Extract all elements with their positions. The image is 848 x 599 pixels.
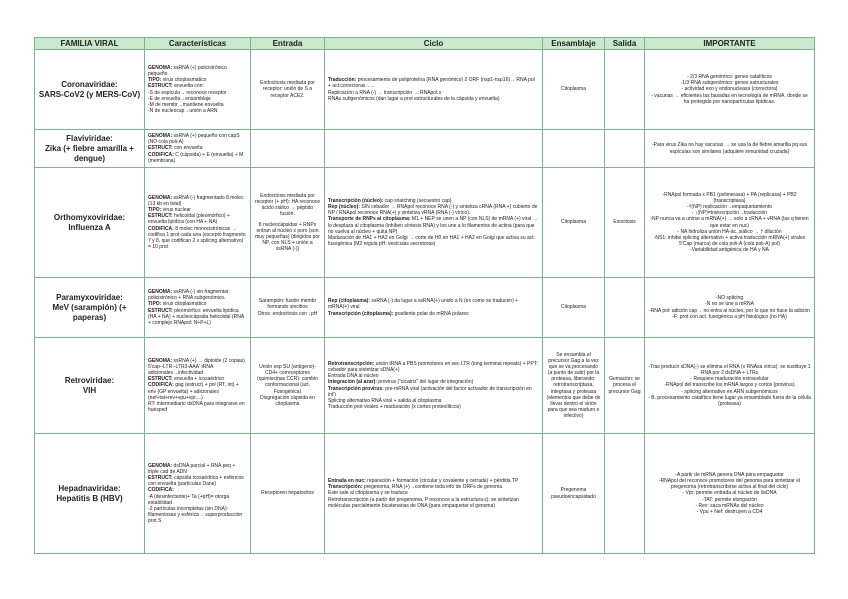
importante-line: -Variabilidad antigénica de HA y NA (690, 246, 769, 253)
ensamblaje-cell: Citoplasma (543, 278, 605, 338)
caracteristica-label: ESTRUCT: (148, 83, 173, 90)
familia-cell (35, 130, 145, 168)
salida-cell (605, 278, 645, 338)
salida-cell (605, 50, 645, 130)
caracteristica-line: -S de espícula→ reconoce receptor (148, 89, 227, 96)
caracteristica-label: ESTRUCT: (148, 145, 173, 152)
ciclo-label: Integración (al azar): (328, 379, 377, 386)
familia-name: VIH (82, 385, 97, 395)
ciclo-label: Retrotranscripción: (328, 361, 375, 368)
entrada-cell (251, 168, 325, 278)
table-row (35, 338, 815, 434)
entrada-line: Unión esp SU (antígeno)-CD4+ correceptores (quimiocinas CCR): cambio conformacional (act. Fusogénica) (257, 364, 318, 395)
caracteristicas-cell (145, 130, 251, 168)
caracteristica-line: -A (desinfectante)+ Ta (+pH)= otorga estabilidad (148, 493, 230, 506)
caracteristica-line: RT: intermediario dsDNA para integrarse en huésped (148, 400, 245, 413)
familia-cell (35, 278, 145, 338)
importante-line: -NS1: inhibe splicing alternativo + activa traducción mRNA(+) virales (653, 234, 806, 241)
ciclo-label: Traducción: (328, 77, 357, 84)
caracteristica-line: CODIFICA: gag (estruct) + pol (RT, int) + env (GP envuelta) + adicionales (nef+tat+rev+vpu+vpr....) (148, 382, 239, 401)
entrada-line: 8 nucleocápsidas + RNPs entran al núcleo x poro (son muy pequeñas) (dirigidos por NP, con NLS + unión a ssRNA (-)) (255, 221, 320, 253)
caracteristica-line: TIPO: virus citoplasmático (148, 77, 207, 84)
caracteristica-line: GENOMA: ssRNA (-) fragmentado 8 molec (13 kb en total) (148, 195, 244, 208)
ciclo-line: Entrada en nuc: reparación + formación (circular y covalente y cerrada) + pérdida TP (328, 478, 519, 485)
header-entrada: Entrada (251, 38, 325, 50)
caracteristica-line: ESTRUCT: envuelta con: (148, 83, 204, 90)
ciclo-line: Integración (al azar): provirus ("cicatriz" del lugar de integración) (328, 379, 474, 386)
salida-cell (605, 434, 645, 554)
importante-line: -RNApol del reconoce promotores del genoma para sintetizar el pregenoma (retrotranscribirse activa al final del ciclo) (658, 478, 801, 491)
ensamblaje-cell (543, 130, 605, 168)
entrada-cell (251, 278, 325, 338)
caracteristica-label: ESTRUCT: (148, 376, 173, 383)
familia-cell (35, 50, 145, 130)
caracteristica-label: ESTRUCT: (148, 475, 173, 482)
ciclo-line: Transcripción provirus: pre-mRNA viral (activación del factor activador de transcripción en int') (328, 385, 532, 398)
caracteristica-line: -E de envuelta→ensamblaje (148, 95, 211, 102)
caracteristicas-cell (145, 168, 251, 278)
importante-cell (645, 50, 815, 130)
ensamblaje-cell: Se ensambla el precursor Gag a la vez que se va procesando (a punto de salir) por la proteasa, liberando: retrotranscriptasa, integrasa y proteasa (elementos que debe de llevar dentro el virión para que sea maduro e infectivo) (543, 338, 605, 434)
caracteristica-line: -2 partículas incompletas (sin DNA): filamentosas y esférica→ superproducción prot S (148, 505, 243, 524)
entrada-cell (251, 434, 325, 554)
entrada-cell (251, 130, 325, 168)
importante-line: -RNA pol: adición cap→ no entra al núcleo, por lo que no hace la adición (649, 307, 810, 314)
ciclo-label: Transcripción provirus: (328, 385, 384, 392)
header-ensamblaje: Ensamblaje (543, 38, 605, 50)
importante-line: -NO splicing (715, 295, 744, 302)
entrada-line: Sarampión: fusión membr formando sincitios (258, 298, 317, 311)
familia-cell (35, 168, 145, 278)
ciclo-line: Rep (citoplasma): ssRNA (-) da lugar a ssRNA(+) unido a N (es como se traducen) + mRNA(+) viral (328, 298, 519, 311)
familia-name: Paramyxoviridae: (56, 292, 123, 302)
caracteristica-label: TIPO: (148, 207, 162, 214)
familia-name: SARS-CoV2 (y MERS-CoV) (38, 89, 141, 99)
ciclo-label: Transcripción: (328, 484, 363, 491)
ciclo-line: RNAs subgenómicos (dan lugar a prot estructurales de la cápsida y envuelta) (328, 95, 500, 102)
familia-name: Flaviviridae: (66, 133, 113, 143)
caracteristica-line: -N de nucleocap→unión a ARN (148, 107, 218, 114)
caracteristica-label: GENOMA: (148, 289, 173, 296)
caracteristica-line: GENOMA: ssRNA (+) → diploide (2 copias) 5'cap--LTR--LTR3-AAA' tRNA adicionales→infectividad (148, 358, 245, 377)
ensamblaje-cell: Citoplasma (543, 50, 605, 130)
ensamblaje-cell: Citoplasma (543, 168, 605, 278)
importante-line: -Tras producir sDNA(-) se elimina el RNA (x RNAsa vírica): se sustituye 1 RNA por 2 dsDNA + LTRs (648, 364, 811, 377)
ciclo-line: Traducción prot virales + maduración (x cortes proteolíticos) (328, 403, 461, 410)
importante-line: - splicing alternativo en ARN subgenómicos (681, 388, 778, 395)
caracteristica-label: ESTRUCT: (148, 213, 173, 220)
salida-cell: Exocitosis (605, 168, 645, 278)
caracteristica-label: CODIFICA: (148, 487, 174, 494)
importante-line: -RNApol formada x PB1 (polimerasa) + PA (replicasa) + PB2 (transcriptasa) (662, 192, 797, 205)
importante-line: -A partir de mRNA genera DNA para empaquetar (675, 472, 784, 479)
entrada-line: Otros: endocitosis con ↓pH (257, 310, 318, 317)
caracteristica-line: ESTRUCT: helicoidal (pleomórfico) + envuelta lipídica (con HA + NA) (148, 213, 230, 226)
caracteristica-line: ESTRUCT: cápsida icosaédrica + esféricos con envuelta (partículas Dane) (148, 475, 244, 488)
importante-line: -F: prot con act. fusogénica a pH fisiológico (no HA) (672, 313, 787, 320)
caracteristicas-cell (145, 338, 251, 434)
caracteristica-line: GENOMA: ssRNA (+) policistrónico pequeño (148, 65, 227, 78)
familia-name: Retroviridae: (64, 375, 115, 385)
caracteristica-label: CODIFICA: (148, 382, 174, 389)
caracteristica-line: CODIFICA: C (cápsida) + E (envuelta) + M (membrana) (148, 151, 244, 164)
caracteristica-line: -M de membr→mantiene envuelta (148, 101, 224, 108)
familia-name: Influenza A (68, 222, 111, 232)
importante-line: - actividad exo y endonucleasa (correctora) (681, 86, 778, 93)
importante-line: - Requiere maduración extracelular (690, 376, 769, 383)
importante-line: - ↓(NP)=transcripción→traducción (691, 210, 768, 217)
caracteristica-line: GENOMA: dsDNA parcial + RNA peq + triple cad de ADN (148, 463, 236, 476)
importante-line: - vacunas → eficientes las basadas en tecnología de mRNA, donde se ha protegido por nanopartículas lipídicas. (651, 92, 808, 105)
ciclo-label: Entrada en nuc: (328, 478, 366, 485)
ciclo-cell (325, 278, 543, 338)
ciclo-cell (325, 434, 543, 554)
familia-cell (35, 338, 145, 434)
familia-name: Coronaviridae: (61, 79, 118, 89)
header-salida: Salida (605, 38, 645, 50)
header-ciclo: Ciclo (325, 38, 543, 50)
entrada-line (254, 146, 321, 151)
caracteristica-label: GENOMA: (148, 358, 173, 365)
caracteristicas-cell (145, 50, 251, 130)
ciclo-line: Traducción: procesamiento de poliproteína (RNA genómico) 2 ORF (nsp1-nsp16)→ RNA pol + act.correctoras→... (328, 77, 535, 90)
salida-cell: Gemación: se procesa el precursor Gag (605, 338, 645, 434)
importante-line: -TAT: permite elongación (702, 496, 757, 503)
ciclo-line: Transcripción: pregenoma, RNA (+)→contiene toda info de ORFs de genoma (328, 484, 503, 491)
header-importante: IMPORTANTE (645, 38, 815, 50)
caracteristica-label: ESTRUCT: (148, 307, 173, 314)
caracteristica-label: CODIFICA: (148, 151, 174, 158)
viral-families-table (34, 37, 815, 554)
ciclo-cell (325, 168, 543, 278)
caracteristica-line: ESTRUCT: pleomórfico: envuelta lipídica (HA + NA) + nucleocápsida helicoidal (RNA + complejo RNApol: N+P+L) (148, 307, 244, 326)
ensamblaje-cell: Pregenoma pseudoencapsidado (543, 434, 605, 554)
ciclo-line: Este sale al citoplasma y se traduce (328, 490, 408, 497)
importante-cell (645, 168, 815, 278)
header-familia: FAMILIA VIRAL (35, 38, 145, 50)
table-row (35, 168, 815, 278)
importante-cell (645, 434, 815, 554)
ciclo-label: Rep (núcleo): (328, 204, 360, 211)
ciclo-label: Rep (citoplasma): (328, 298, 370, 305)
importante-line: -1/3 RNA subgenómico: genes estructurales (680, 80, 779, 87)
caracteristica-label: GENOMA: (148, 195, 173, 202)
importante-cell (645, 130, 815, 168)
header-row (35, 38, 815, 50)
caracteristica-line: TIPO: virus nuclear (148, 207, 192, 214)
table-row (35, 278, 815, 338)
ciclo-label: Transporte de RNPs al citoplasma: (328, 216, 411, 223)
caracteristica-line: GENOMA: ssRNA (-) sin fragmentar: policistrónico + RNA subgenómico. (148, 289, 230, 302)
entrada-cell (251, 338, 325, 434)
importante-line: -RNApol del transcribe los mRNA largos y cortos (provirus) (664, 382, 795, 389)
familia-name: Orthomyxoviridae: (53, 212, 126, 222)
caracteristica-label: GENOMA: (148, 133, 173, 140)
caracteristica-line: CODIFICA: 8 molec monocistrónicas → codifica 1 prot cada una (excepto fragmento 7 y 8, que codifican 2 x splicing alternativo) = 10 prot (148, 225, 246, 250)
ciclo-line: Maduración de HA1 + HA2 en Golgi → corte de H0 en HA1 + HA2 en Golgi que activa su act. fusogénica (M2 regula pH: vesículas secretoras) (328, 234, 536, 247)
header-caracteristicas: Características (145, 38, 251, 50)
table-row (35, 434, 815, 554)
importante-line: - Vpu + Nef: destruyen a CD4 (696, 508, 763, 515)
importante-line: - NA hidroliza unión HA-ác. siálico → † dilución (677, 228, 782, 235)
importante-line: - Rev: saca mRNAs del núcleo (695, 502, 764, 509)
entrada-line: Endocitosis mediada por receptor (+ pH): HA reconoce ácido siálico → péptido fusión. (254, 192, 321, 217)
caracteristica-label: GENOMA: (148, 65, 173, 72)
table-row (35, 50, 815, 130)
entrada-line: Disgregación cápsida en citoplasma (260, 394, 315, 407)
table-row (35, 130, 815, 168)
importante-line: 5'Cap (marca) de cola poli-A (cola poli-A) pol) (679, 240, 780, 247)
caracteristica-line: ESTRUCT: envuelta + icosaédrico (148, 376, 225, 383)
importante-line: -Para virus Zika no hay vacunas → se usa la de fiebre amarilla pq sus espículas son similares (adquiere inmunidad cruzada) (651, 142, 808, 155)
importante-line: -†(NP) replicación→empaquetamiento (686, 204, 773, 211)
ciclo-cell (325, 130, 543, 168)
entrada-line: Receptoren hepatocitos (261, 490, 314, 497)
caracteristica-line: ESTRUCT: con envuelta (148, 145, 203, 152)
ciclo-line: Entrada DNA al núcleo (328, 373, 379, 380)
salida-cell (605, 130, 645, 168)
entrada-line: Endocitosis mediada por receptor: unión de S a receptor ACE2. (260, 80, 315, 99)
caracteristica-line: TIPO: virus citoplasmático (148, 301, 207, 308)
ciclo-label: Transcripción (núcleo): (328, 198, 384, 205)
caracteristica-label: CODIFICA: (148, 225, 174, 232)
caracteristica-line: GENOMA: ssRNA (+) pequeño con capS (NO cola poli-A) (148, 133, 240, 146)
ciclo-line: Transcripción (núcleo): cap snatching (secuestro cap) (328, 198, 452, 205)
ciclo-line: Transporte de RNPs al citoplasma: M1 + NEP se unen a NP (con NLS) de mRNA (+) viral → lo desplaza al citoplasma (inhiben síntesis RNA) y los une a lo filamentos de actina (para que no vuelva al núcleo + quita NP) (328, 216, 538, 235)
importante-line: -N no se une a mRNA (705, 301, 754, 308)
familia-cell (35, 434, 145, 554)
caracteristicas-cell (145, 434, 251, 554)
importante-cell (645, 278, 815, 338)
caracteristicas-cell (145, 278, 251, 338)
importante-line: - Vpr: permite entrada al núcleo de dsDNA (682, 490, 777, 497)
ciclo-cell (325, 338, 543, 434)
ciclo-cell (325, 50, 543, 130)
ciclo-line: Rep (núcleo): SIN cebador → RNApol reconoce RNA (-) y sintetiza cRNA (RNA +) cubierto de NP / RNApol reconoce RNA(+) y sintetiza vRNA (RNA (-) vírico). (328, 204, 538, 217)
familia-name: Hepatitis B (HBV) (56, 493, 123, 503)
caracteristica-label: GENOMA: (148, 463, 173, 470)
ciclo-line: Splicing alternativo RNA viral + salida al citoplasma (328, 397, 442, 404)
ciclo-line: Replicación a RNA (-) → transcripción → RNApol.s (328, 89, 442, 96)
importante-cell (645, 338, 815, 434)
importante-line: -NP nunca va a unirse a mRNA(+) → solo a cRNA + vRNA (las q tienen que estar en nuc) (650, 216, 809, 229)
importante-line: - 2/3 RNA genómico: genes catalíticos (687, 74, 772, 81)
ciclo-line: Retrotranscripción (a partir del pregenoma, P reconoce a la estructura ε): se sintetizan moléculas parcialmente bicatenarias de DNA (para empaquetar el genoma) (328, 496, 519, 509)
familia-name: Hepadnaviridae: (58, 483, 121, 493)
caracteristica-label: TIPO: (148, 77, 162, 84)
familia-name: MeV (sarampión) (+ paperas) (52, 302, 127, 322)
familia-name: Zika (+ fiebre amarilla + dengue) (45, 143, 134, 163)
importante-line: - B. procesamiento catalítico tiene lugar ya ensamblado fuera de la célula (proteasa) (648, 394, 811, 407)
ciclo-line: Retrotranscripción: unión tRNA a PBS promotores en sec LTR (long terminal repeats) + PPT: cebador para sintetizar sDNA(+) (328, 361, 538, 374)
entrada-cell (251, 50, 325, 130)
ciclo-line: Transcripción (citoplasma): gradiente polar de mRNA polares (328, 310, 469, 317)
ciclo-label: Transcripción (citoplasma): (328, 310, 394, 317)
caracteristica-label: TIPO: (148, 301, 162, 308)
